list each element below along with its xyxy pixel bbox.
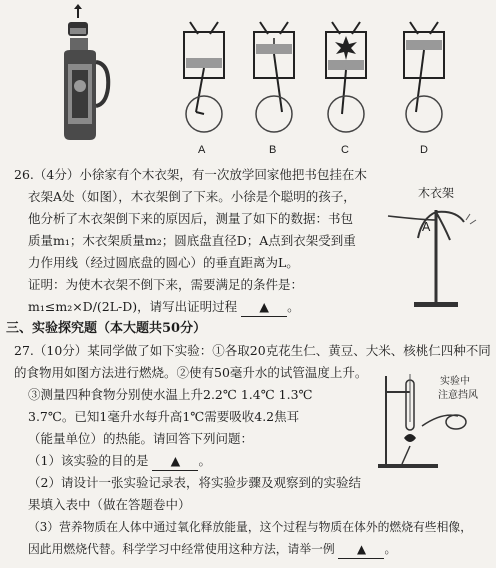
- q27-sub1: [28, 452, 211, 471]
- rack-point-label: A: [422, 220, 431, 234]
- q26-line: 力作用线（经过圆底盘的圆心）的垂直距离为L。: [28, 255, 299, 270]
- q27-sub3-blank[interactable]: ▲: [338, 540, 384, 559]
- q26-formula-line: [28, 298, 300, 317]
- thermos-figure: [50, 4, 120, 144]
- q27-sub2-line: 果填入表中（做在答题卷中）: [28, 497, 191, 512]
- q27-sub1-end: 。: [198, 453, 211, 468]
- q26-line: 他分析了木衣架倒下来的原因后，测量了如下的数据：书包: [28, 211, 354, 226]
- q26-line: 衣架A处（如图），木衣架倒了下来。小徐是个聪明的孩子，: [28, 189, 356, 204]
- apparatus-note-2: 注意挡风: [438, 390, 478, 401]
- engine-label-a: A: [198, 144, 206, 156]
- engine-label-c: C: [341, 144, 349, 156]
- q26-line: 26.（4分）小徐家有个木衣架，有一次放学回家他把书包挂在木: [14, 167, 367, 182]
- engine-label-b: B: [269, 144, 277, 156]
- q27-sub3-text: 因此用燃烧代替。科学学习中经常使用这种方法，请举一例: [28, 542, 335, 556]
- engine-label-d: D: [420, 144, 428, 156]
- engine-figure-b: [246, 14, 302, 134]
- q26-answer-blank[interactable]: ▲: [241, 298, 287, 317]
- engine-figure-d: [396, 14, 452, 134]
- engine-figure-a: [176, 14, 232, 134]
- q26-line: 质量m₁；木衣架质量m₂；圆底盘直径D；A点到衣架受到重: [28, 233, 356, 248]
- q27-sub1-text: （1）该实验的目的是: [28, 453, 149, 468]
- q26-end: 。: [287, 299, 300, 314]
- q27-line: 27.（10分）某同学做了如下实验：①各取20克花生仁、黄豆、大米、核桃仁四种不同: [14, 343, 491, 358]
- q27-sub3-line2: [28, 540, 396, 559]
- q27-line: ③测量四种食物分别使水温上升2.2℃ 1.4℃ 1.3℃: [28, 387, 313, 402]
- apparatus-note-1: 实验中: [440, 376, 470, 387]
- q27-line: 3.7℃。已知1毫升水每升高1℃需要吸收4.2焦耳: [28, 409, 300, 424]
- q26-line: 证明：为使木衣架不倒下来，需要满足的条件是：: [28, 277, 304, 292]
- q27-sub2-line: （2）请设计一张实验记录表，将实验步骤及观察到的实验结: [28, 475, 361, 490]
- q27-line: （能量单位）的热能。请回答下列问题：: [28, 431, 254, 446]
- q27-line: 的食物用如图方法进行燃烧。②使有50毫升水的试管温度上升。: [14, 365, 368, 380]
- rack-label: 木衣架: [418, 186, 455, 200]
- q26-formula: m₁≤m₂×D/(2L-D)，请写出证明过程: [28, 299, 238, 314]
- q27-sub3-line: （3）营养物质在人体中通过氧化释放能量，这个过程与物质在体外的燃烧有些相像，: [28, 520, 472, 534]
- engine-figure-c: [318, 14, 374, 134]
- section-3-heading: 三、实验探究题（本大题共50分）: [6, 321, 207, 336]
- q27-sub3-end: 。: [384, 542, 397, 556]
- rack-drawing: [384, 196, 494, 326]
- q27-sub1-blank[interactable]: ▲: [152, 452, 198, 471]
